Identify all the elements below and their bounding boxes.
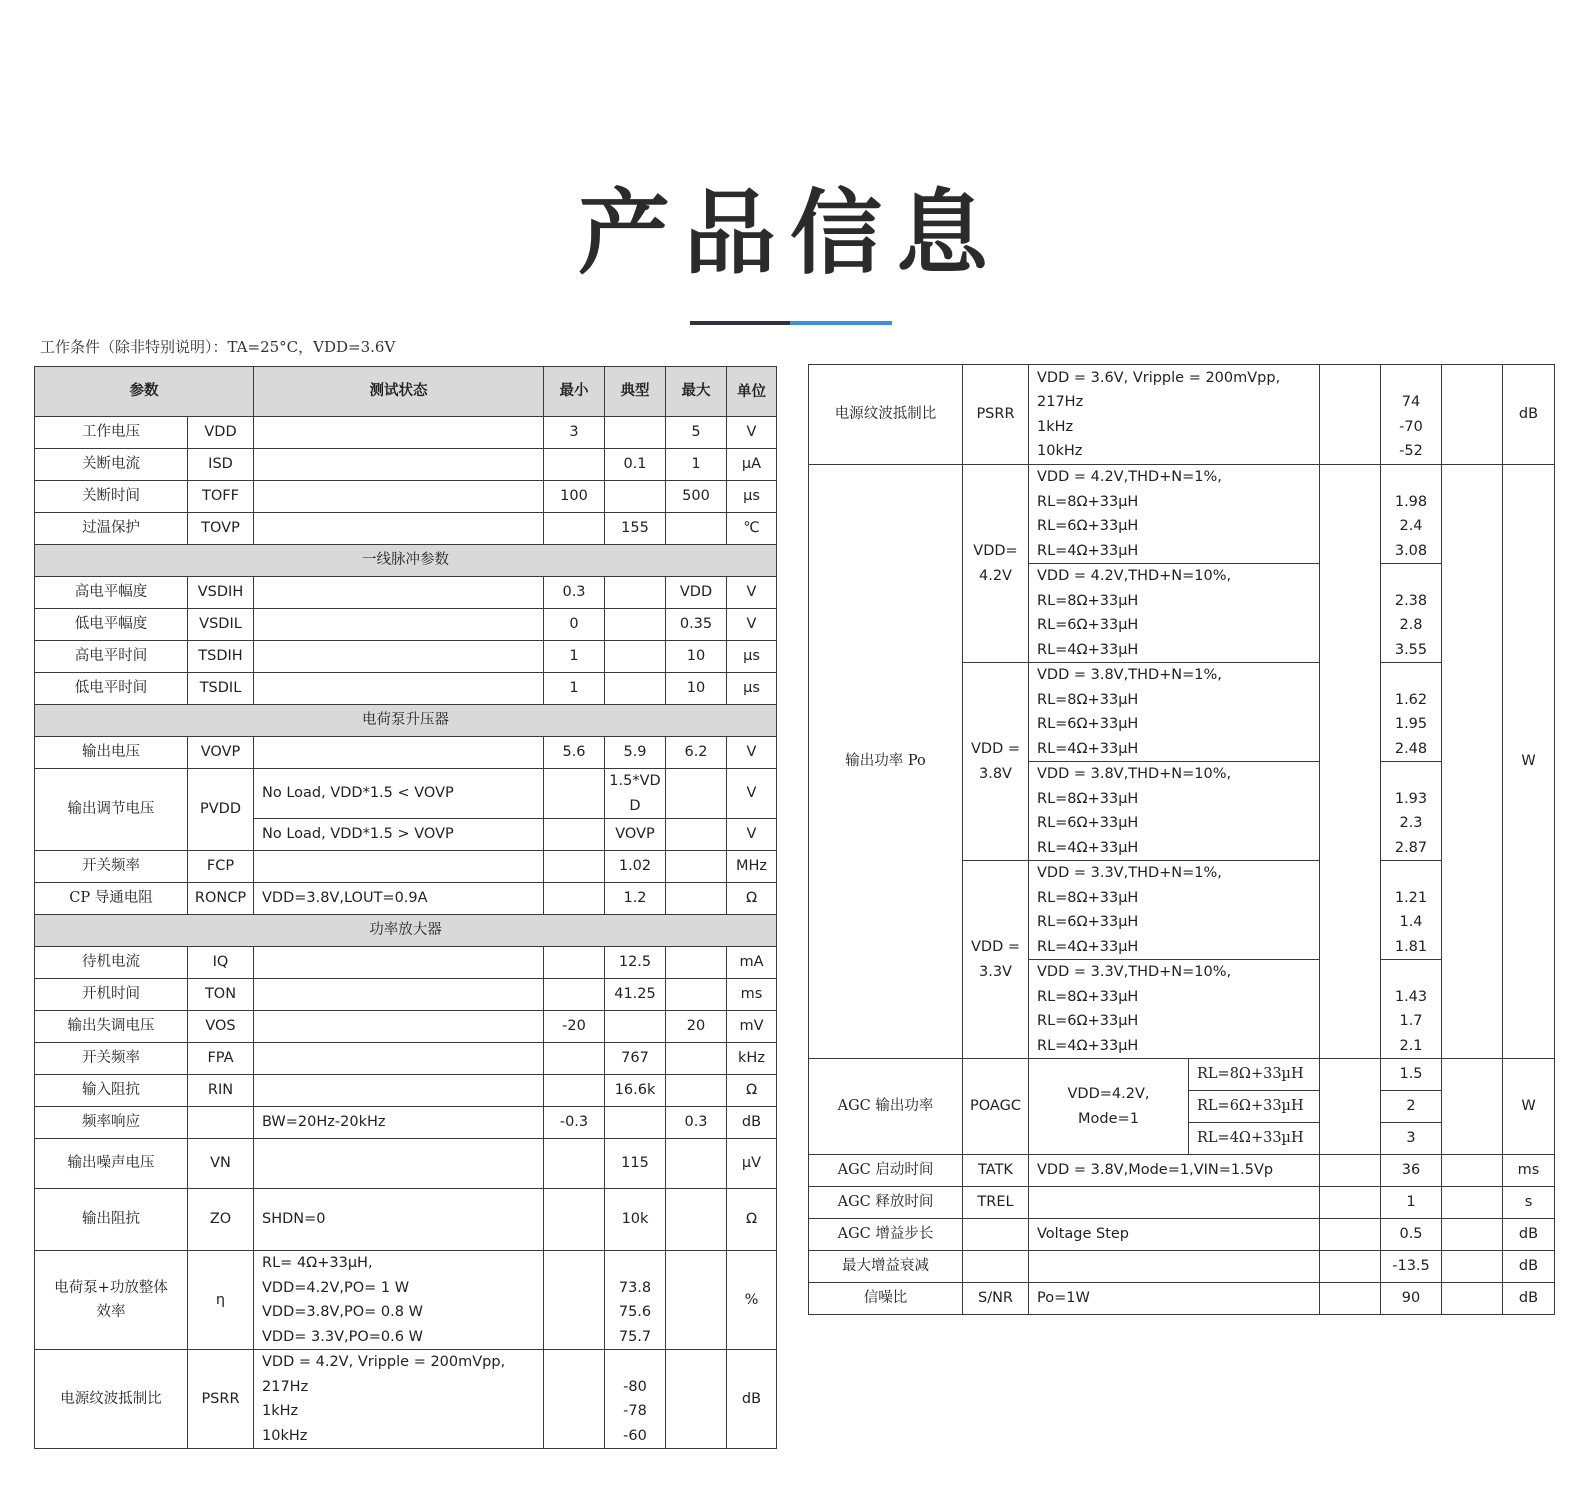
param-max xyxy=(1442,365,1503,465)
param-unit: µs xyxy=(727,673,777,705)
param-unit: µA xyxy=(727,449,777,481)
param-min xyxy=(544,1075,605,1107)
table-row xyxy=(35,883,777,915)
param-condition xyxy=(254,513,544,545)
param-symbol: ISD xyxy=(188,449,254,481)
param-typ: 74 -70 -52 xyxy=(1381,365,1442,465)
param-name: 电源纹波抵制比 xyxy=(35,1350,188,1449)
param-min xyxy=(1320,1187,1381,1219)
param-max xyxy=(666,947,727,979)
table-row xyxy=(35,609,777,641)
header-param: 参数 xyxy=(35,367,254,417)
table-row xyxy=(35,851,777,883)
table-row xyxy=(35,1139,777,1189)
param-min xyxy=(1320,1283,1381,1315)
table-row xyxy=(35,1011,777,1043)
section-row xyxy=(35,915,777,947)
param-name: 过温保护 xyxy=(35,513,188,545)
param-condition: VDD = 4.2V,THD+N=10%, RL=8Ω+33µH RL=6Ω+33µH RL=4Ω+33µH xyxy=(1029,564,1320,663)
param-symbol xyxy=(963,1251,1029,1283)
param-name: 最大增益衰减 xyxy=(809,1251,963,1283)
header-max: 最大 xyxy=(666,367,727,417)
param-symbol: FCP xyxy=(188,851,254,883)
param-typ: 767 xyxy=(605,1043,666,1075)
param-typ: 1.93 2.3 2.87 xyxy=(1381,762,1442,861)
param-min xyxy=(1320,465,1381,1059)
param-typ: VOVP xyxy=(605,819,666,851)
param-typ: 1.2 xyxy=(605,883,666,915)
param-min: 5.6 xyxy=(544,737,605,769)
vdd-group-label: VDD = 3.3V xyxy=(963,861,1029,1059)
param-name: 电荷泵+功放整体 效率 xyxy=(35,1251,188,1350)
param-unit: kHz xyxy=(727,1043,777,1075)
table-row xyxy=(35,1107,777,1139)
param-min xyxy=(1320,365,1381,465)
param-condition: VDD = 3.8V,THD+N=10%, RL=8Ω+33µH RL=6Ω+33µH RL=4Ω+33µH xyxy=(1029,762,1320,861)
param-condition xyxy=(254,947,544,979)
param-condition xyxy=(254,1075,544,1107)
table-row xyxy=(35,737,777,769)
underline-dark-segment xyxy=(690,321,790,325)
param-max: 20 xyxy=(666,1011,727,1043)
param-min xyxy=(544,947,605,979)
param-name: 关断时间 xyxy=(35,481,188,513)
param-unit: W xyxy=(1503,465,1555,1059)
param-min: 0 xyxy=(544,609,605,641)
param-condition xyxy=(254,851,544,883)
table-row xyxy=(809,1155,1555,1187)
param-max: 10 xyxy=(666,641,727,673)
param-name: 高电平幅度 xyxy=(35,577,188,609)
param-name: 信噪比 xyxy=(809,1283,963,1315)
param-typ: 73.8 75.6 75.7 xyxy=(605,1251,666,1350)
param-symbol: TREL xyxy=(963,1187,1029,1219)
param-symbol: RONCP xyxy=(188,883,254,915)
table-row xyxy=(35,417,777,449)
param-name: 输出阻抗 xyxy=(35,1189,188,1251)
param-min xyxy=(544,1189,605,1251)
param-name: 开机时间 xyxy=(35,979,188,1011)
param-name: 输出失调电压 xyxy=(35,1011,188,1043)
param-condition: SHDN=0 xyxy=(254,1189,544,1251)
param-condition: No Load, VDD*1.5 > VOVP xyxy=(254,819,544,851)
param-name: AGC 增益步长 xyxy=(809,1219,963,1251)
param-name: 输出电压 xyxy=(35,737,188,769)
param-symbol: PSRR xyxy=(188,1350,254,1449)
param-name: 关断电流 xyxy=(35,449,188,481)
param-symbol: FPA xyxy=(188,1043,254,1075)
param-unit: ms xyxy=(1503,1155,1555,1187)
param-typ: 155 xyxy=(605,513,666,545)
param-max xyxy=(666,1043,727,1075)
table-row xyxy=(35,577,777,609)
param-typ: 1.43 1.7 2.1 xyxy=(1381,960,1442,1059)
param-typ: 16.6k xyxy=(605,1075,666,1107)
param-name: AGC 输出功率 xyxy=(809,1059,963,1155)
param-min xyxy=(544,819,605,851)
spec-table-right xyxy=(808,364,1555,1315)
section-title: 电荷泵升压器 xyxy=(35,705,777,737)
param-min xyxy=(1320,1059,1381,1155)
param-max xyxy=(666,883,727,915)
param-symbol: TATK xyxy=(963,1155,1029,1187)
param-max: 5 xyxy=(666,417,727,449)
header-condition: 测试状态 xyxy=(254,367,544,417)
title-underline xyxy=(690,321,892,325)
param-typ: 115 xyxy=(605,1139,666,1189)
param-symbol xyxy=(188,1107,254,1139)
param-condition: No Load, VDD*1.5 < VOVP xyxy=(254,769,544,819)
param-symbol: TOFF xyxy=(188,481,254,513)
param-max xyxy=(666,769,727,819)
param-symbol: TSDIL xyxy=(188,673,254,705)
table-row xyxy=(35,1350,777,1449)
load-condition: RL=4Ω+33µH xyxy=(1189,1123,1320,1155)
param-max: 10 xyxy=(666,673,727,705)
param-name: 输入阻抗 xyxy=(35,1075,188,1107)
table-row xyxy=(809,1059,1555,1091)
param-min: -20 xyxy=(544,1011,605,1043)
param-typ: 90 xyxy=(1381,1283,1442,1315)
param-condition: Voltage Step xyxy=(1029,1219,1320,1251)
param-min xyxy=(544,769,605,819)
param-symbol: VSDIL xyxy=(188,609,254,641)
param-max: 500 xyxy=(666,481,727,513)
param-typ xyxy=(605,577,666,609)
param-max: VDD xyxy=(666,577,727,609)
table-row xyxy=(809,1283,1555,1315)
table-row xyxy=(809,365,1555,465)
param-typ: -80 -78 -60 xyxy=(605,1350,666,1449)
param-typ xyxy=(605,417,666,449)
header-typ: 典型 xyxy=(605,367,666,417)
param-unit: V xyxy=(727,577,777,609)
param-symbol: η xyxy=(188,1251,254,1350)
param-condition: Po=1W xyxy=(1029,1283,1320,1315)
param-typ: 1.98 2.4 3.08 xyxy=(1381,465,1442,564)
param-unit: dB xyxy=(1503,365,1555,465)
param-condition xyxy=(1029,1187,1320,1219)
table-row xyxy=(809,1187,1555,1219)
param-name: 待机电流 xyxy=(35,947,188,979)
param-min xyxy=(1320,1219,1381,1251)
table-row xyxy=(35,947,777,979)
param-unit: dB xyxy=(1503,1219,1555,1251)
param-unit: mA xyxy=(727,947,777,979)
param-min xyxy=(544,1043,605,1075)
param-max xyxy=(1442,1283,1503,1315)
param-unit: ms xyxy=(727,979,777,1011)
param-max xyxy=(666,1139,727,1189)
param-name: CP 导通电阻 xyxy=(35,883,188,915)
param-typ: 2.38 2.8 3.55 xyxy=(1381,564,1442,663)
param-name: 工作电压 xyxy=(35,417,188,449)
param-condition: VDD = 3.6V, Vripple = 200mVpp, 217Hz 1kHz 10kHz xyxy=(1029,365,1320,465)
param-unit: dB xyxy=(1503,1283,1555,1315)
vdd-group-label: VDD= 4.2V xyxy=(963,465,1029,663)
param-symbol: VOVP xyxy=(188,737,254,769)
param-condition xyxy=(254,737,544,769)
param-typ: 0.5 xyxy=(1381,1219,1442,1251)
param-min: 0.3 xyxy=(544,577,605,609)
param-typ: 36 xyxy=(1381,1155,1442,1187)
param-symbol: VN xyxy=(188,1139,254,1189)
vdd-group-label: VDD = 3.8V xyxy=(963,663,1029,861)
param-condition: RL= 4Ω+33µH, VDD=4.2V,PO= 1 W VDD=3.8V,PO= 0.8 W VDD= 3.3V,PO=0.6 W xyxy=(254,1251,544,1350)
underline-blue-segment xyxy=(790,321,892,325)
param-min: 1 xyxy=(544,641,605,673)
param-unit: Ω xyxy=(727,1189,777,1251)
table-row xyxy=(35,769,777,819)
operating-conditions: 工作条件（除非特别说明）：TA=25°C，VDD=3.6V xyxy=(40,338,396,356)
param-unit: V xyxy=(727,769,777,819)
param-max: 0.3 xyxy=(666,1107,727,1139)
param-min xyxy=(544,1139,605,1189)
param-symbol: PVDD xyxy=(188,769,254,851)
param-condition xyxy=(254,1011,544,1043)
param-unit: Ω xyxy=(727,883,777,915)
param-condition xyxy=(254,1043,544,1075)
param-condition: VDD = 3.8V,Mode=1,VIN=1.5Vp xyxy=(1029,1155,1320,1187)
param-max xyxy=(1442,465,1503,1059)
param-name: 电源纹波抵制比 xyxy=(809,365,963,465)
param-min xyxy=(1320,1155,1381,1187)
section-row xyxy=(35,545,777,577)
param-symbol: ZO xyxy=(188,1189,254,1251)
param-typ: 0.1 xyxy=(605,449,666,481)
table-row xyxy=(35,1043,777,1075)
table-row xyxy=(35,1251,777,1350)
param-condition xyxy=(254,481,544,513)
param-condition xyxy=(254,449,544,481)
param-typ: 1.5 xyxy=(1381,1059,1442,1091)
param-typ: 1.21 1.4 1.81 xyxy=(1381,861,1442,960)
param-name: 频率响应 xyxy=(35,1107,188,1139)
param-max xyxy=(666,1075,727,1107)
param-max xyxy=(666,1189,727,1251)
param-name: 开关频率 xyxy=(35,1043,188,1075)
param-min: 3 xyxy=(544,417,605,449)
param-condition xyxy=(254,417,544,449)
param-unit: µs xyxy=(727,481,777,513)
param-max: 0.35 xyxy=(666,609,727,641)
param-unit: mV xyxy=(727,1011,777,1043)
param-min xyxy=(544,513,605,545)
param-min xyxy=(544,449,605,481)
param-name: 输出噪声电压 xyxy=(35,1139,188,1189)
table-row xyxy=(809,1219,1555,1251)
param-symbol: VDD xyxy=(188,417,254,449)
param-condition xyxy=(254,577,544,609)
param-typ xyxy=(605,673,666,705)
section-title: 功率放大器 xyxy=(35,915,777,947)
param-min: 1 xyxy=(544,673,605,705)
param-condition xyxy=(254,673,544,705)
load-condition: RL=8Ω+33µH xyxy=(1189,1059,1320,1091)
param-max xyxy=(1442,1155,1503,1187)
param-typ: 1 xyxy=(1381,1187,1442,1219)
section-row xyxy=(35,705,777,737)
param-name: 输出功率 Po xyxy=(809,465,963,1059)
param-condition: VDD = 4.2V,THD+N=1%, RL=8Ω+33µH RL=6Ω+33µH RL=4Ω+33µH xyxy=(1029,465,1320,564)
page-title: 产品信息 xyxy=(577,180,1002,287)
param-typ: 2 xyxy=(1381,1091,1442,1123)
param-unit: % xyxy=(727,1251,777,1350)
param-unit: MHz xyxy=(727,851,777,883)
param-condition: VDD = 3.3V,THD+N=10%, RL=8Ω+33µH RL=6Ω+33µH RL=4Ω+33µH xyxy=(1029,960,1320,1059)
param-unit: ℃ xyxy=(727,513,777,545)
param-min xyxy=(544,1251,605,1350)
param-typ: 1.5*VD D xyxy=(605,769,666,819)
table-row xyxy=(35,1075,777,1107)
param-max xyxy=(1442,1059,1503,1155)
param-typ: 41.25 xyxy=(605,979,666,1011)
table-row xyxy=(35,481,777,513)
section-title: 一线脉冲参数 xyxy=(35,545,777,577)
param-unit: dB xyxy=(727,1350,777,1449)
param-max xyxy=(666,513,727,545)
param-unit: V xyxy=(727,737,777,769)
param-symbol: POAGC xyxy=(963,1059,1029,1155)
param-max xyxy=(666,1251,727,1350)
param-min xyxy=(544,979,605,1011)
param-typ xyxy=(605,1011,666,1043)
param-min: 100 xyxy=(544,481,605,513)
param-unit: s xyxy=(1503,1187,1555,1219)
param-max xyxy=(666,851,727,883)
param-typ xyxy=(605,1107,666,1139)
param-condition: VDD=3.8V,LOUT=0.9A xyxy=(254,883,544,915)
param-typ: -13.5 xyxy=(1381,1251,1442,1283)
param-condition: VDD = 3.3V,THD+N=1%, RL=8Ω+33µH RL=6Ω+33µH RL=4Ω+33µH xyxy=(1029,861,1320,960)
param-max xyxy=(1442,1251,1503,1283)
header-min: 最小 xyxy=(544,367,605,417)
param-max xyxy=(666,1350,727,1449)
table-row xyxy=(35,979,777,1011)
param-typ: 10k xyxy=(605,1189,666,1251)
param-typ xyxy=(605,481,666,513)
param-name: AGC 启动时间 xyxy=(809,1155,963,1187)
header-unit: 单位 xyxy=(727,367,777,417)
param-typ xyxy=(605,641,666,673)
param-max xyxy=(1442,1187,1503,1219)
param-condition: VDD = 4.2V, Vripple = 200mVpp, 217Hz 1kHz 10kHz xyxy=(254,1350,544,1449)
header-row xyxy=(35,367,777,417)
param-unit: dB xyxy=(727,1107,777,1139)
param-condition: BW=20Hz-20kHz xyxy=(254,1107,544,1139)
param-condition xyxy=(254,609,544,641)
param-symbol: TSDIH xyxy=(188,641,254,673)
param-condition xyxy=(254,1139,544,1189)
param-typ: 1.62 1.95 2.48 xyxy=(1381,663,1442,762)
param-unit: V xyxy=(727,417,777,449)
table-row xyxy=(809,465,1555,564)
param-unit: Ω xyxy=(727,1075,777,1107)
table-row xyxy=(35,1189,777,1251)
param-typ: 1.02 xyxy=(605,851,666,883)
param-min: -0.3 xyxy=(544,1107,605,1139)
param-name: AGC 释放时间 xyxy=(809,1187,963,1219)
param-symbol: VSDIH xyxy=(188,577,254,609)
param-condition xyxy=(254,979,544,1011)
param-min xyxy=(1320,1251,1381,1283)
param-name: 输出调节电压 xyxy=(35,769,188,851)
table-row xyxy=(35,449,777,481)
param-typ: 5.9 xyxy=(605,737,666,769)
param-symbol: S/NR xyxy=(963,1283,1029,1315)
param-symbol: TOVP xyxy=(188,513,254,545)
table-row xyxy=(35,673,777,705)
param-condition xyxy=(254,641,544,673)
param-symbol: IQ xyxy=(188,947,254,979)
param-min xyxy=(544,1350,605,1449)
param-condition: VDD = 3.8V,THD+N=1%, RL=8Ω+33µH RL=6Ω+33µH RL=4Ω+33µH xyxy=(1029,663,1320,762)
param-symbol: PSRR xyxy=(963,365,1029,465)
param-unit: V xyxy=(727,609,777,641)
table-row xyxy=(809,1251,1555,1283)
load-condition: RL=6Ω+33µH xyxy=(1189,1091,1320,1123)
param-typ: 12.5 xyxy=(605,947,666,979)
param-typ xyxy=(605,609,666,641)
spec-table-left xyxy=(34,366,777,1449)
param-symbol: TON xyxy=(188,979,254,1011)
param-max: 6.2 xyxy=(666,737,727,769)
param-symbol: VOS xyxy=(188,1011,254,1043)
param-min xyxy=(544,851,605,883)
param-symbol xyxy=(963,1219,1029,1251)
param-name: 开关频率 xyxy=(35,851,188,883)
param-unit: dB xyxy=(1503,1251,1555,1283)
param-symbol: RIN xyxy=(188,1075,254,1107)
param-condition xyxy=(1029,1251,1320,1283)
param-name: 低电平时间 xyxy=(35,673,188,705)
param-max xyxy=(666,819,727,851)
param-min xyxy=(544,883,605,915)
table-row xyxy=(35,513,777,545)
table-row xyxy=(35,641,777,673)
param-name: 高电平时间 xyxy=(35,641,188,673)
param-unit: V xyxy=(727,819,777,851)
param-name: 低电平幅度 xyxy=(35,609,188,641)
param-max xyxy=(1442,1219,1503,1251)
param-unit: W xyxy=(1503,1059,1555,1155)
param-condition: VDD=4.2V, Mode=1 xyxy=(1029,1059,1189,1155)
param-unit: µV xyxy=(727,1139,777,1189)
param-unit: µs xyxy=(727,641,777,673)
param-max xyxy=(666,979,727,1011)
param-max: 1 xyxy=(666,449,727,481)
param-typ: 3 xyxy=(1381,1123,1442,1155)
